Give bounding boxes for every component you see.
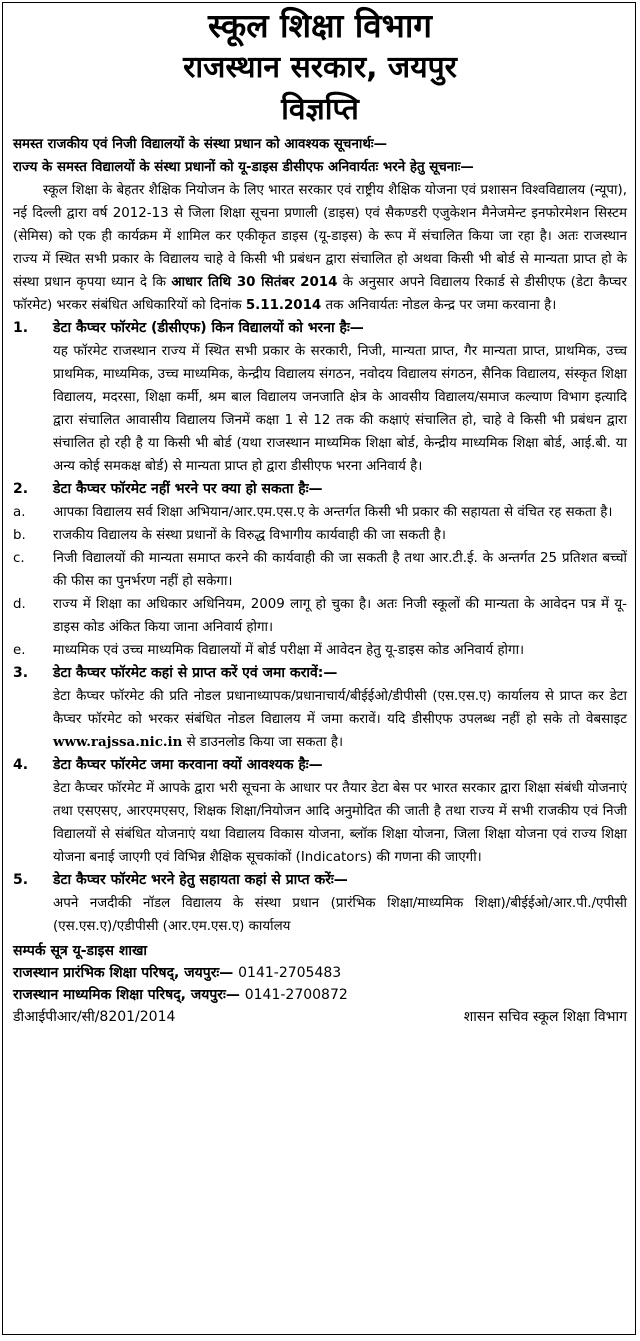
list-item [13,547,627,593]
section-3-body [13,685,627,754]
contact-title: सम्पर्क सूत्र यू-डाइस शाखा [13,943,148,959]
deadline-date: 5.11.2014 [245,298,322,313]
intro-line-2: राज्य के समस्त विद्यालयों के संस्था प्रधानों को यू-डाइस डीसीएफ अनिवार्यतः भरने हेतु सूचनाः— [13,160,474,175]
section-title: डेटा कैप्चर फॉरमेट (डीसीएफ) किन विद्यालयों को भरना हैः— [53,320,364,336]
contact-phone: 0141-2705483 [238,965,342,981]
reference-number: डीआईपीआर/सी/8201/2014 [13,1009,176,1025]
section-3-heading [13,662,627,685]
notice-page [2,2,636,1335]
notice-title: विज्ञप्ति [281,92,359,127]
item-letter: c. [13,551,25,566]
section-title: डेटा कैप्चर फॉरमेट नहीं भरने पर क्या हो सकता हैः— [53,481,323,497]
section-4-body: डेटा कैप्चर फॉरमेट में आपके द्वारा भरी सूचना के आधार पर तैयार डेटा बेस पर भारत सरकार द्वारा शिक्षा संबंधी योजनाएं तथा एसएसए, आरएमएसए, शिक्षक शिक्षा/नियोजन आदि अनुमोदित की जाती है तथा राज्य में सभी राजकीय एवं निजी विद्यालयों से संबंधित योजनाएं यथा विद्यालय विकास योजना, ब्लॉक शिक्षा योजना, जिला शिक्षा योजना एवं राज्य शिक्षा योजना बनाई जाएगी एवं विभिन्न शैक्षिक सूचकांकों (Indicators) की गणना की जाएगी। [53,781,627,865]
department-title: स्कूल शिक्षा विभाग [208,6,432,45]
website-link[interactable]: www.rajssa.nic.in [53,734,183,750]
item-text: आपका विद्यालय सर्व शिक्षा अभियान/आर.एम.एस.ए के अन्तर्गत किसी भी प्रकार की सहायता से वंचित रह सकता है। [53,505,613,520]
government-title: राजस्थान सरकार, जयपुर [183,50,457,85]
contact-line-1 [13,962,627,984]
list-item [13,501,627,524]
section-5-body: अपने नजदीकी नॉडल विद्यालय के संस्था प्रधान (प्रारंभिक शिक्षा/माध्यमिक शिक्षा)/बीईईओ/आर.पी./एपीसी (एस.एस.ए)/एडीपीसी (आर.एम.एस.ए) कार्यालय [53,896,627,934]
section-3-text-2: से डाउनलोड किया जा सकता है। [182,735,344,750]
section-number: 1. [13,320,29,336]
intro-text-3: तक अनिवार्यतः नोडल केन्द्र पर जमा करवाना है। [321,298,557,313]
item-text: राजकीय विद्यालय के संस्था प्रधानों के विरुद्ध विभागीय कार्यवाही की जा सकती है। [53,528,446,543]
item-letter: d. [13,597,26,612]
section-title: डेटा कैप्चर फॉरमेट भरने हेतु सहायता कहां से प्राप्त करेंः— [53,872,348,888]
section-1-heading [13,317,627,340]
section-2-heading [13,478,627,501]
intro-line-1: समस्त राजकीय एवं निजी विद्यालयों के संस्था प्रधान को आवश्यक सूचनार्थः— [13,137,387,152]
intro-paragraph [13,179,627,317]
contact-org: राजस्थान प्रारंभिक शिक्षा परिषद्, जयपुरः— [13,965,234,981]
section-number: 4. [13,757,29,773]
section-title: डेटा कैप्चर फॉरमेट जमा करवाना क्यों आवश्यक हैः— [53,757,323,773]
section-5-heading [13,869,627,892]
section-number: 2. [13,481,29,497]
contact-phone: 0141-2700872 [244,987,348,1003]
section-3-text-1: डेटा कैप्चर फॉरमेट की प्रति नोडल प्रधानाध्यापक/प्रधानाचार्य/बीईईओ/डीपीसी (एस.एस.ए) कार्यालय से प्राप्त कर डेटा कैप्चर फॉरमेट को भरकर संबंधित नोडल विद्यालय में जमा करावें। यदि डीसीएफ उपलब्ध नहीं हो सके तो वेबसाइट [53,689,627,727]
list-item [13,593,627,639]
notice-header [13,5,627,131]
section-4-heading [13,754,627,777]
item-letter: b. [13,528,26,543]
item-text: माध्यमिक एवं उच्च माध्यमिक विद्यालयों में बोर्ड परीक्षा में आवेदन हेतु यू-डाइस कोड अनिवार्य होगा। [53,643,525,658]
base-date: आधार तिथि 30 सितंबर 2014 [171,275,338,290]
section-title: डेटा कैप्चर फॉरमेट कहां से प्राप्त करें एवं जमा करावें:— [53,665,338,681]
item-text: निजी विद्यालयों की मान्यता समाप्त करने की कार्यवाही की जा सकती है तथा आर.टी.ई. के अन्तर्गत 25 प्रतिशत बच्चों की फीस का पुनर्भरण नहीं हो सकेगा। [53,551,627,589]
signatory: शासन सचिव स्कूल शिक्षा विभाग [463,1009,627,1025]
section-1-body: यह फॉरमेट राजस्थान राज्य में स्थित सभी प्रकार के सरकारी, निजी, मान्यता प्राप्त, गैर मान्यता प्राप्त, प्राथमिक, उच्च प्राथमिक, माध्यमिक, उच्च माध्यमिक, केन्द्रीय विद्यालय संगठन, नवोदय विद्यालय संगठन, सैनिक विद्यालय, संस्कृत शिक्षा विद्यालय, मदरसा, शिक्षा कर्मी, श्रम बाल विद्यालय जनजाति क्षेत्र के आवसीय विद्यालय/समाज कल्याण विभाग इत्यादि द्वारा संचालित आवासीय विद्यालय जिनमें कक्षा 1 से 12 तक की कक्षाएं संचालित हो, चाहे वे किसी भी प्रबंधन द्वारा संचालित हो रही है या किसी भी बोर्ड (यथा राजस्थान माध्यमिक शिक्षा बोर्ड, केन्द्रीय माध्यमिक शिक्षा बोर्ड, आई.बी. या अन्य कोई समकक्ष बोर्ड) से मान्यता प्राप्त हो द्वारा डीसीएफ भरना अनिवार्य है। [53,344,627,474]
list-item [13,524,627,547]
intro-text-1: स्कूल शिक्षा के बेहतर शैक्षिक नियोजन के लिए भारत सरकार एवं राष्ट्रीय शैक्षिक योजना एवं प्रशासन विश्वविद्यालय (न्यूपा), नई दिल्ली द्वारा वर्ष 2012-13 से जिला शिक्षा सूचना प्रणाली (डाइस) एवं सैकण्डरी एजुकेशन मैनेजमेन्ट इनफोरमेशन सिस्टम (सेमिस) को एक ही कार्यक्रम में शामिल कर एकीकृत डाइस (यू-डाइस) के रूप में संचालित किया जा रहा है। अतः राजस्थान राज्य में स्थित सभी प्रकार के विद्यालय चाहे वे किसी भी प्रबंधन द्वारा संचालित हो अथवा किसी भी बोर्ड से मान्यता प्राप्त हो के संस्था प्रधान कृपया ध्यान दे कि [13,183,627,290]
contact-org: राजस्थान माध्यमिक शिक्षा परिषद्, जयपुरः— [13,987,240,1003]
item-letter: a. [13,505,26,520]
item-letter: e. [13,643,26,658]
footer-row [13,1006,627,1028]
section-number: 5. [13,872,29,888]
intro-text-2: के अनुसार अपने विद्यालय रिकार्ड से डीसीएफ (डेटा कैप्चर फॉरमेट) भरकर संबंधित अधिकारियों को दिनांक [13,275,627,313]
list-item [13,639,627,662]
section-number: 3. [13,665,29,681]
contact-line-2 [13,984,627,1006]
item-text: राज्य में शिक्षा का अधिकार अधिनियम, 2009 लागू हो चुका है। अतः निजी स्कूलों की मान्यता के आवेदन पत्र में यू-डाइस कोड अंकित किया जाना अनिवार्य होगा। [53,597,627,635]
